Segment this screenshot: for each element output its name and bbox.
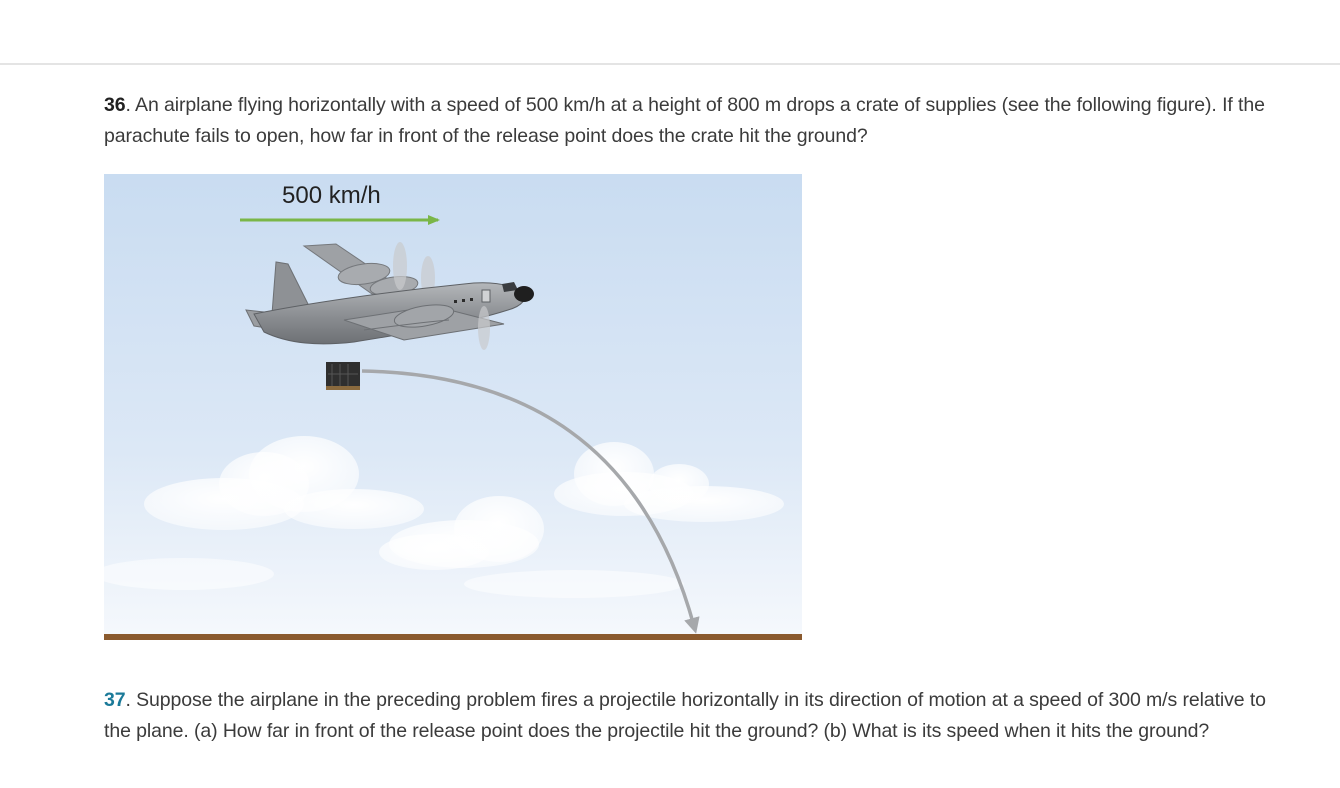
- problem-number: 36: [104, 94, 126, 116]
- figure-canvas: [104, 174, 802, 642]
- problem-text: . Suppose the airplane in the preceding problem fires a projectile horizontally in its direction of motion at a speed of 300 m/s relative to the plane. (a) How far in front of the release point does the projectile hit the ground? (b) What is its speed when it hits the ground?: [104, 689, 1266, 742]
- problem-text: . An airplane flying horizontally with a speed of 500 km/h at a height of 800 m drops a crate of supplies (see the following figure). If the parachute fails to open, how far in front of the release point does the crate hit the ground?: [104, 94, 1265, 147]
- projectile-figure: [104, 174, 802, 642]
- ground-line: [104, 634, 802, 640]
- problem-number: 37: [104, 689, 126, 711]
- problem-36: [104, 90, 1304, 152]
- problem-37: [104, 685, 1294, 747]
- top-divider: [0, 63, 1340, 65]
- crate-icon: [326, 362, 360, 390]
- speed-label: 500 km/h: [282, 182, 381, 209]
